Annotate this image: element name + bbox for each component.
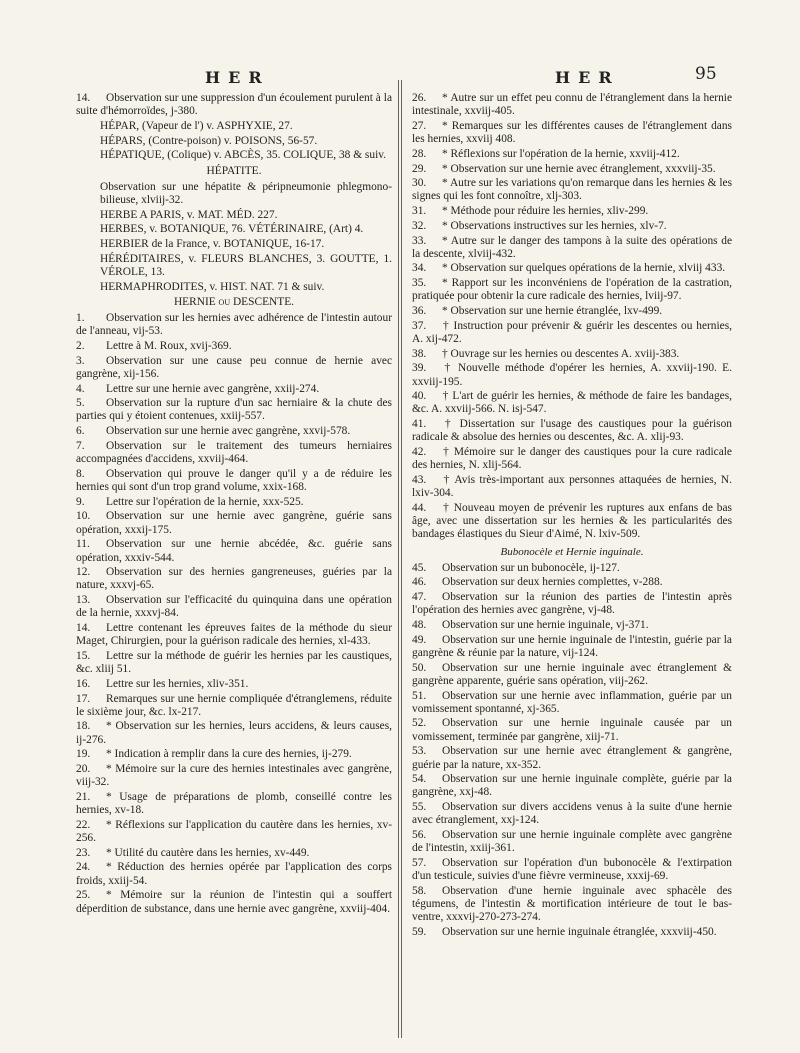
- entry-number: 24.: [76, 861, 91, 874]
- entry-text: Remarques sur une hernie compliquée d'étranglemens, réduite le sixième jour, &c. lx-217.: [76, 692, 392, 718]
- entry-number: 8.: [76, 467, 85, 480]
- entry-number: 41.: [412, 418, 427, 431]
- entry-number: 18.: [76, 720, 91, 733]
- entry-number: 36.: [412, 305, 427, 318]
- index-entry: [76, 496, 392, 509]
- entry-number: 27.: [412, 119, 427, 132]
- index-entry: [76, 296, 392, 309]
- entry-number: 28.: [412, 147, 427, 160]
- index-entry: [412, 418, 732, 444]
- entry-number: 15.: [76, 649, 91, 662]
- entry-number: 50.: [412, 661, 427, 674]
- entry-text: Observation sur une hernie inguinale avec étranglement & gangrène apparente, guérie sans opération, viij-262.: [412, 661, 732, 687]
- entry-text: * Mémoire sur la réunion de l'intestin qui a souffert déperdition de substance, dans une hernie avec gangrène, xxviij-404.: [76, 889, 392, 915]
- index-entry: [412, 546, 732, 559]
- index-entry: [412, 220, 732, 233]
- entry-text: † Ouvrage sur les hernies ou descentes A. xviij-383.: [442, 347, 680, 360]
- index-entry: [412, 926, 732, 939]
- entry-number: 33.: [412, 234, 427, 247]
- entry-text: Lettre sur une hernie avec gangrène, xxiij-274.: [106, 382, 320, 395]
- index-entry: [76, 748, 392, 761]
- index-entry: [412, 205, 732, 218]
- entry-text: Observation sur une hernie inguinale complète, guérie par la gangrène, xxj-48.: [412, 773, 732, 799]
- index-entry: [76, 135, 392, 148]
- entry-number: 17.: [76, 692, 91, 705]
- index-entry: [412, 148, 732, 161]
- index-entry: [76, 594, 392, 620]
- entry-number: 55.: [412, 801, 427, 814]
- index-entry: [412, 857, 732, 883]
- entry-number: 6.: [76, 425, 85, 438]
- entry-text: Observation sur une hernie inguinale causée par un vomissement, terminée par gangrène, xiij-71.: [412, 717, 732, 743]
- entry-text: HÉPATIQUE, (Colique) v. ABCÈS, 35. COLIQUE, 38 & suiv.: [100, 149, 387, 162]
- entry-text: * Observation sur une hernie étranglée, lxv-499.: [442, 305, 663, 318]
- entry-number: 34.: [412, 262, 427, 275]
- entry-number: 49.: [412, 633, 427, 646]
- index-entry: [76, 397, 392, 423]
- entry-text: Observation sur des hernies gangreneuses, guéries par la nature, xxxvj-65.: [76, 566, 392, 592]
- entry-number: 11.: [76, 538, 90, 551]
- running-head-right: HER: [555, 68, 620, 87]
- index-entry: [76, 149, 392, 162]
- entry-text: HÉRÉDITAIRES, v. FLEURS BLANCHES, 3. GOUTTE, 1. VÉROLE, 13.: [100, 252, 392, 278]
- entry-text: Lettre sur l'opération de la hernie, xxx-525.: [106, 495, 304, 508]
- index-entry: [412, 717, 732, 743]
- entry-number: 3.: [76, 354, 85, 367]
- entry-text: HERBIER de la France, v. BOTANIQUE, 16-17.: [100, 238, 325, 251]
- entry-text: † Instruction pour prévenir & guérir les descentes ou hernies, A. xij-472.: [412, 319, 732, 345]
- index-entry: [76, 355, 392, 381]
- column-divider: [398, 80, 402, 1038]
- index-entry: [412, 120, 732, 146]
- index-entry: [412, 446, 732, 472]
- entry-text: Observation sur deux hernies complettes, v-288.: [442, 576, 663, 589]
- entry-number: 26.: [412, 92, 427, 104]
- entry-number: 21.: [76, 790, 91, 803]
- entry-number: 57.: [412, 856, 427, 869]
- entry-number: 59.: [412, 925, 427, 938]
- entry-text: Lettre sur les hernies, xliv-351.: [106, 677, 249, 690]
- entry-text: Observation sur une hernie avec étranglement & gangrène, guérie par la nature, xx-352.: [412, 745, 732, 771]
- entry-number: 20.: [76, 763, 91, 776]
- entry-text: * Réflexions sur l'opération de la hernie, xxviij-412.: [442, 147, 680, 160]
- entry-text: Observation sur un bubonocèle, ij-127.: [442, 561, 620, 574]
- index-entry: [76, 312, 392, 338]
- entry-text: * Remarques sur les différentes causes de l'étranglement dans les hernies, xxviij 408.: [412, 119, 732, 146]
- index-entry: [412, 591, 732, 617]
- entry-number: 52.: [412, 717, 427, 730]
- index-entry: [76, 622, 392, 648]
- entry-text: * Observation sur les hernies, leurs accidens, & leurs causes, ij-276.: [76, 720, 392, 746]
- index-entry: [412, 277, 732, 303]
- entry-number: 14.: [76, 622, 91, 635]
- entry-text: Observation sur une hernie abcédée, &c. guérie sans opération, xxxiv-544.: [76, 538, 392, 564]
- entry-number: 16.: [76, 677, 91, 690]
- index-entry: [76, 120, 392, 133]
- entry-text: * Réduction des hernies opérée par l'application des corps froids, xxiij-54.: [76, 861, 392, 887]
- entry-number: 29.: [412, 162, 427, 175]
- entry-number: 5.: [76, 397, 85, 410]
- entry-text: † Nouveau moyen de prévenir les ruptures aux enfans de bas âge, avec une dissertation sur les hernies & les particularités des bandages élastiques du Sieur d'Aimé, N. lxiv-509.: [412, 501, 732, 541]
- entry-number: 23.: [76, 846, 91, 859]
- entry-number: 14.: [76, 92, 91, 104]
- entry-text: Observation sur divers accidens venus à la suite d'une hernie avec étranglement, xxj-124.: [412, 801, 732, 827]
- index-entry: [76, 510, 392, 536]
- index-entry: [412, 562, 732, 575]
- index-entry: [412, 362, 732, 388]
- entry-text: Observation sur le traitement des tumeurs herniaires accompagnées d'accidens, xxviij-464.: [76, 439, 392, 466]
- index-entry: [412, 885, 732, 925]
- index-entry: [412, 390, 732, 416]
- index-entry: [76, 209, 392, 222]
- entry-text: HÉPATITE.: [206, 164, 262, 177]
- entry-number: 2.: [76, 339, 85, 352]
- entry-number: 4.: [76, 382, 85, 395]
- index-entry: [412, 634, 732, 660]
- index-entry: [412, 801, 732, 827]
- entry-text: * Méthode pour réduire les hernies, xliv-299.: [442, 205, 649, 218]
- right-column: [412, 92, 732, 941]
- index-entry: [76, 847, 392, 860]
- entry-text: Observation sur une cause peu connue de hernie avec gangrène, xij-156.: [76, 354, 392, 380]
- entry-number: 32.: [412, 219, 427, 232]
- entry-text: † Dissertation sur l'usage des caustiques pour la guérison radicale & absolue des hernies ou descentes, &c. A. xlij-93.: [412, 418, 732, 444]
- index-entry: [412, 262, 732, 275]
- entry-text: * Rapport sur les inconvéniens de l'opération de la castration, pratiquée pour obtenir la cure radicale des hernies, lviij-97.: [412, 277, 732, 303]
- entry-text: * Observation sur une hernie avec étranglement, xxxviij-35.: [442, 162, 716, 175]
- entry-text: † Avis très-important aux personnes attaquées de hernies, N. lxiv-304.: [412, 473, 732, 500]
- entry-text: * Usage de préparations de plomb, conseillé contre les hernies, xv-18.: [76, 790, 392, 817]
- index-entry: [76, 819, 392, 845]
- entry-number: 53.: [412, 745, 427, 758]
- entry-text: Observation sur une hernie inguinale étranglée, xxxviij-450.: [442, 925, 717, 938]
- entry-number: 1.: [76, 312, 85, 325]
- index-entry: [76, 340, 392, 353]
- entry-number: 58.: [412, 884, 427, 897]
- index-entry: [412, 92, 732, 118]
- entry-number: 10.: [76, 510, 91, 523]
- entry-number: 30.: [412, 177, 427, 190]
- index-entry: [412, 829, 732, 855]
- entry-text: HERMAPHRODITES, v. HIST. NAT. 71 & suiv.: [100, 280, 325, 293]
- entry-text: Lettre contenant les épreuves faites de la méthode du sieur Maget, Chirurgien, pour la guérison radicale des hernies, xl-433.: [76, 622, 392, 648]
- entry-text: Observation sur une hernie avec gangrène, guérie sans opération, xxxij-175.: [76, 510, 392, 536]
- index-entry: [412, 576, 732, 589]
- index-entry: [412, 320, 732, 346]
- index-entry: [412, 235, 732, 261]
- index-entry: [76, 165, 392, 178]
- index-entry: [76, 425, 392, 438]
- entry-number: 46.: [412, 576, 427, 589]
- entry-text: HÉPAR, (Vapeur de l') v. ASPHYXIE, 27.: [100, 119, 293, 132]
- index-entry: [412, 619, 732, 632]
- entry-text: Observation sur une hernie inguinale, vj-371.: [442, 619, 649, 632]
- index-entry: [412, 474, 732, 500]
- entry-number: 56.: [412, 829, 427, 842]
- entry-number: 31.: [412, 205, 427, 218]
- entry-text: Observation sur l'opération d'un bubonocèle & l'extirpation d'un testicule, suivies d'une fièvre vermineuse, xxxij-69.: [412, 856, 732, 883]
- index-entry: [76, 889, 392, 915]
- entry-text: * Utilité du cautère dans les hernies, xv-449.: [106, 846, 310, 859]
- entry-text: † Nouvelle méthode d'opérer les hernies, A. xxviij-190. E. xxviij-195.: [412, 362, 732, 388]
- index-entry: [412, 177, 732, 203]
- entry-text: Observation sur la rupture d'un sac herniaire & la chute des parties qui y étoient contenues, xxiij-557.: [76, 397, 392, 423]
- entry-text: Observation sur une hernie inguinale de l'intestin, guérie par la gangrène & réunie par la nature, vij-124.: [412, 633, 732, 659]
- entry-text: Observation sur une hernie avec gangrène, xxvij-578.: [106, 425, 351, 438]
- index-entry: [76, 538, 392, 564]
- entry-text: Observation sur une hernie inguinale complète avec gangrène de l'intestin, xxiij-361.: [412, 829, 732, 855]
- entry-text: Lettre sur la méthode de guérir les hernies par les caustiques, &c. xliij 51.: [76, 649, 392, 676]
- entry-number: 39.: [412, 362, 427, 375]
- index-entry: [76, 693, 392, 719]
- running-head-left: HER: [205, 68, 270, 87]
- index-entry: [76, 238, 392, 251]
- entry-number: 25.: [76, 889, 91, 902]
- index-entry: [76, 791, 392, 817]
- entry-text: HERBE A PARIS, v. MAT. MÉD. 227.: [100, 208, 278, 221]
- entry-number: 37.: [412, 319, 427, 332]
- index-entry: [76, 383, 392, 396]
- index-entry: [76, 566, 392, 592]
- entry-text: Observation qui prouve le danger qu'il y a de réduire les hernies qui sont d'un trop grand volume, xxix-168.: [76, 467, 392, 493]
- entry-text: Observation sur une hernie avec inflammation, guérie par un vomissement spontanné, xj-365.: [412, 689, 732, 715]
- entry-text: HERBES, v. BOTANIQUE, 76. VÉTÉRINAIRE, (Art) 4.: [100, 223, 364, 236]
- index-entry: [76, 468, 392, 494]
- index-entry: [76, 720, 392, 746]
- entry-text: * Réflexions sur l'application du cautère dans les hernies, xv-256.: [76, 818, 392, 845]
- entry-number: 40.: [412, 390, 427, 403]
- index-entry: [76, 181, 392, 207]
- index-entry: [412, 305, 732, 318]
- index-entry: [76, 650, 392, 676]
- entry-text: HÉPARS, (Contre-poison) v. POISONS, 56-57.: [100, 134, 318, 147]
- entry-number: 35.: [412, 277, 427, 290]
- entry-number: 51.: [412, 689, 427, 702]
- entry-number: 42.: [412, 446, 427, 459]
- entry-text: Lettre à M. Roux, xvij-369.: [106, 339, 232, 352]
- entry-text: Observation sur une hépatite & péripneumonie phlegmono-bilieuse, xlviij-32.: [100, 180, 392, 206]
- index-entry: [76, 281, 392, 294]
- entry-text: Observation d'une hernie inguinale avec sphacèle des tégumens, de l'intestin & mortification intérieure de tout le bas-ventre, xxxvij-270-273-274.: [412, 884, 732, 924]
- entry-text: Bubonocèle et Hernie inguinale.: [500, 545, 644, 558]
- entry-text: † Mémoire sur le danger des caustiques pour la cure radicale des hernies, N. xlij-564.: [412, 446, 732, 472]
- entry-text: Observation sur une suppression d'un écoulement purulent à la suite d'hémorroïdes, j-380.: [76, 92, 392, 118]
- entry-text: * Mémoire sur la cure des hernies intestinales avec gangrène, viij-32.: [76, 763, 392, 789]
- index-entry: [412, 745, 732, 771]
- entry-text: * Observation sur quelques opérations de la hernie, xlviij 433.: [442, 262, 726, 275]
- entry-text: * Autre sur les variations qu'on remarque dans les hernies & les signes qui les font connoître, xlj-303.: [412, 177, 732, 203]
- entry-text: * Autre sur le danger des tampons à la suite des opérations de la descente, xlviij-432.: [412, 234, 732, 260]
- index-entry: [76, 861, 392, 887]
- entry-number: 43.: [412, 473, 427, 486]
- entry-text: * Indication à remplir dans la cure des hernies, ij-279.: [106, 748, 352, 761]
- entry-text: Observation sur l'efficacité du quinquina dans une opération de la hernie, xxxvj-84.: [76, 594, 392, 620]
- index-entry: [412, 348, 732, 361]
- entry-text: * Autre sur un effet peu connu de l'étranglement dans la hernie intestinale, xxviij-405.: [412, 92, 732, 118]
- index-entry: [412, 163, 732, 176]
- entry-text: HERNIE ou DESCENTE.: [173, 295, 295, 308]
- entry-text: * Observations instructives sur les hernies, xlv-7.: [442, 219, 667, 232]
- index-entry: [76, 253, 392, 279]
- entry-number: 38.: [412, 347, 427, 360]
- index-entry: [412, 773, 732, 799]
- entry-number: 45.: [412, 561, 427, 574]
- entry-text: Observation sur les hernies avec adhérence de l'intestin autour de l'anneau, vij-53.: [76, 312, 392, 338]
- index-entry: [412, 502, 732, 542]
- entry-number: 19.: [76, 748, 91, 761]
- left-column: [76, 92, 392, 917]
- index-entry: [76, 92, 392, 118]
- entry-number: 44.: [412, 501, 427, 514]
- entry-text: Observation sur la réunion des parties de l'intestin après l'opération des hernies avec gangrène, vj-48.: [412, 591, 732, 617]
- entry-number: 13.: [76, 594, 91, 607]
- index-entry: [76, 223, 392, 236]
- entry-number: 48.: [412, 619, 427, 632]
- index-entry: [76, 440, 392, 466]
- entry-number: 22.: [76, 818, 91, 831]
- entry-number: 12.: [76, 566, 91, 579]
- page-number: 95: [695, 64, 717, 84]
- index-entry: [76, 678, 392, 691]
- index-entry: [412, 690, 732, 716]
- index-entry: [76, 763, 392, 789]
- entry-text: † L'art de guérir les hernies, & méthode de faire les bandages, &c. A. xxviij-566. N. isj-547.: [412, 390, 732, 416]
- entry-number: 47.: [412, 591, 427, 604]
- entry-number: 9.: [76, 495, 85, 508]
- entry-number: 54.: [412, 773, 427, 786]
- index-entry: [412, 662, 732, 688]
- entry-number: 7.: [76, 439, 85, 452]
